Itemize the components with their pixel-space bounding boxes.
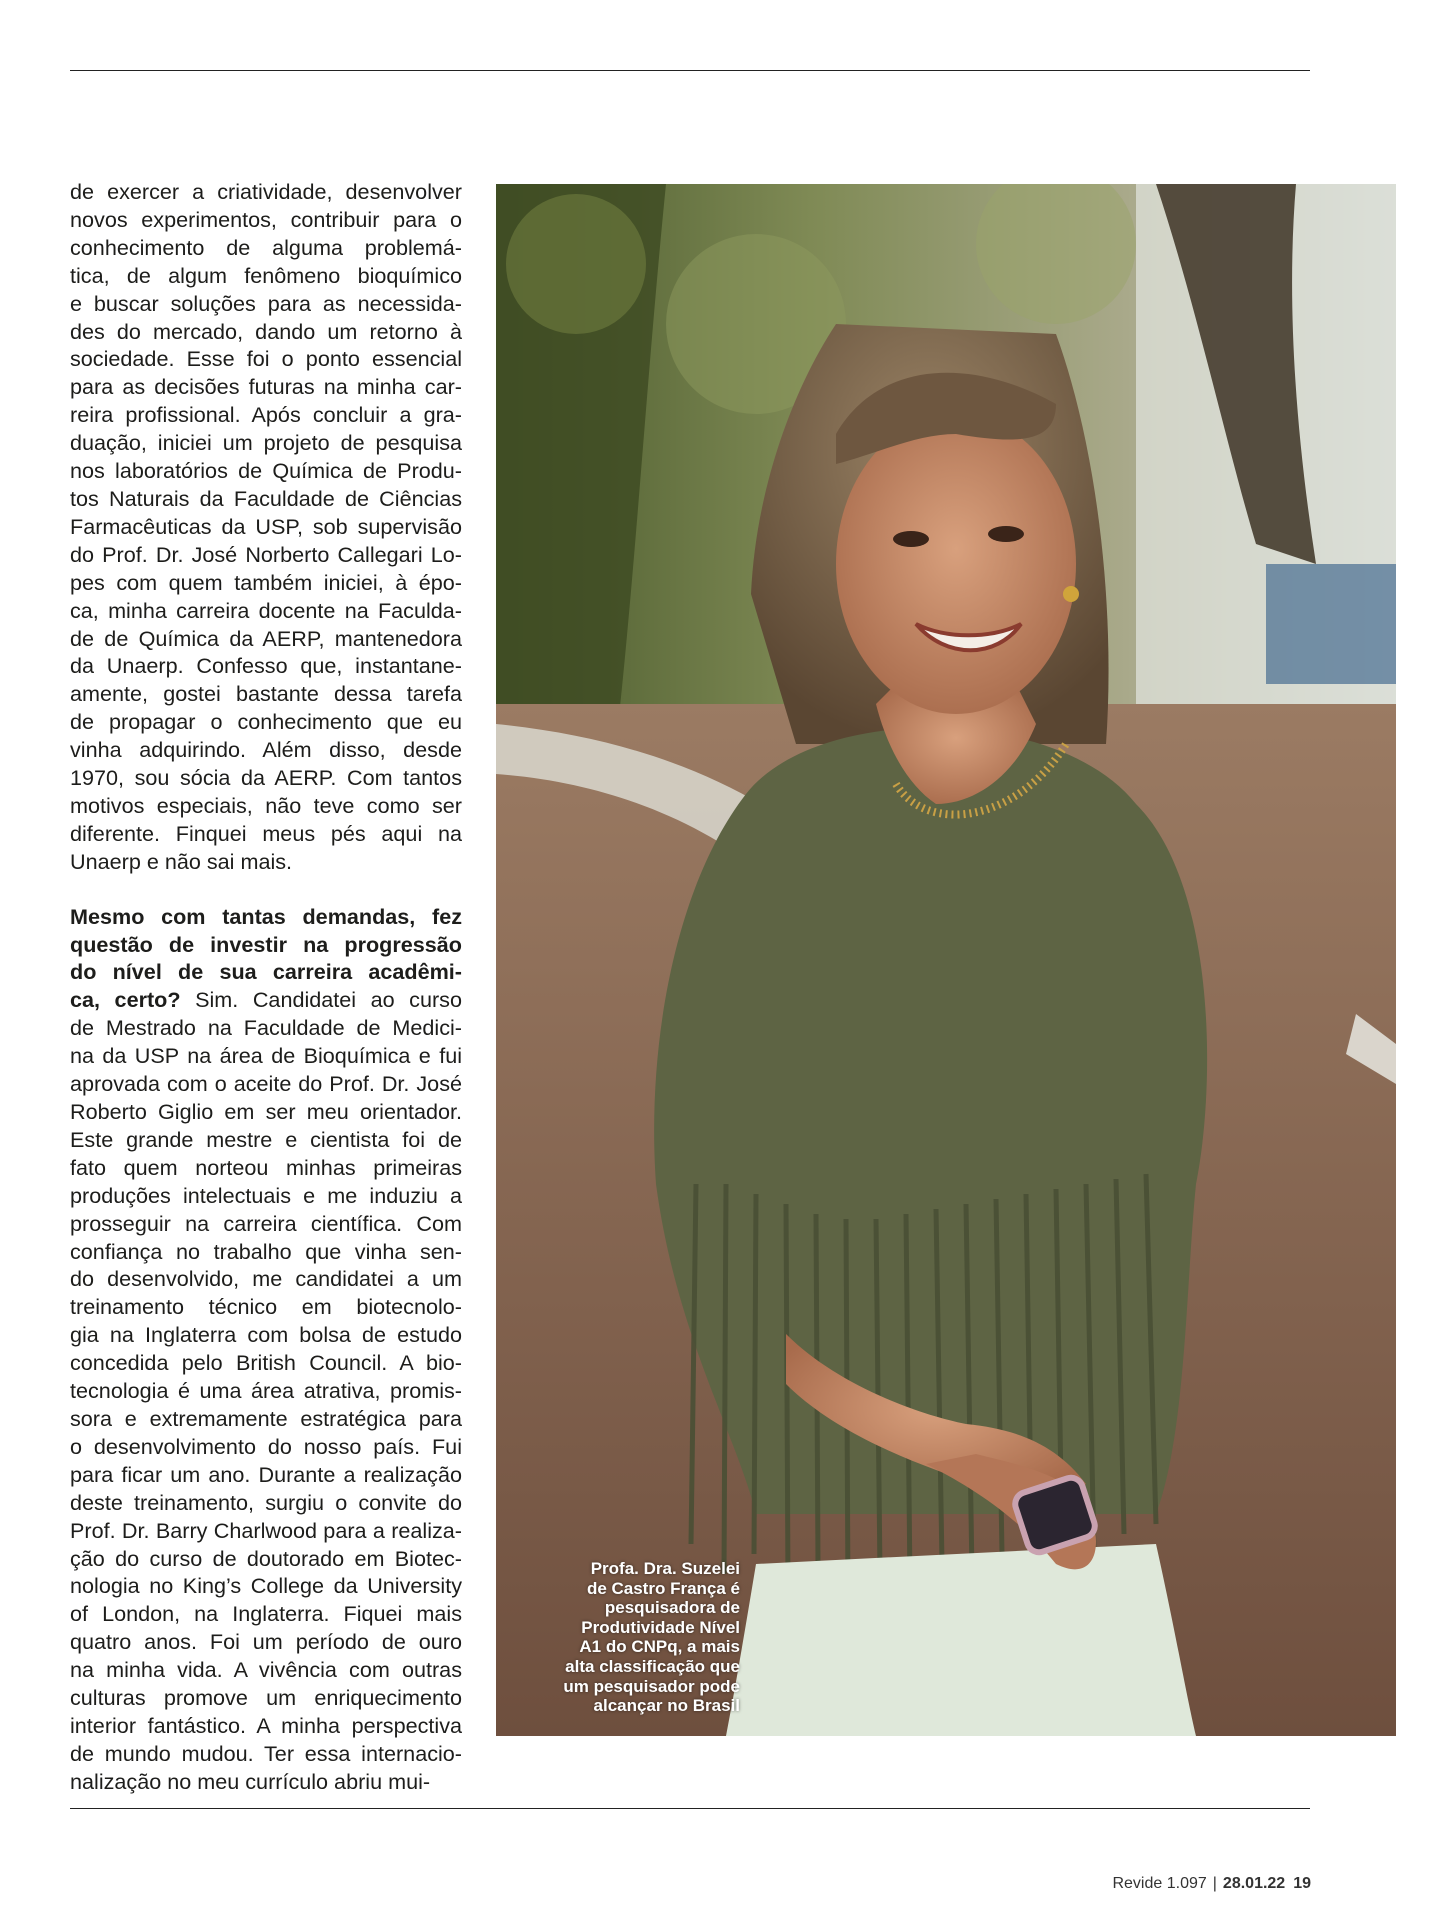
- article-line: confiança no trabalho que vinha sen-: [70, 1238, 462, 1264]
- article-line: of London, na Inglaterra. Fiquei mais: [70, 1601, 462, 1627]
- article-line: da Unaerp. Confesso que, instantane-: [70, 653, 462, 679]
- article-line: novos experimentos, contribuir para o: [70, 206, 462, 232]
- caption-line: pesquisadora de: [604, 1598, 740, 1618]
- article-line: e buscar soluções para as necessida-: [70, 290, 462, 316]
- article-paragraph-1: [70, 178, 462, 876]
- article-line: para ficar um ano. Durante a realização: [70, 1461, 462, 1487]
- photo-caption: [514, 1559, 740, 1716]
- answer-start: Sim. Candidatei ao curso: [180, 987, 462, 1013]
- article-line: motivos especiais, não teve como ser: [70, 792, 462, 818]
- article-line: 1970, sou sócia da AERP. Com tantos: [70, 765, 462, 791]
- portrait-photo: [496, 184, 1396, 1736]
- caption-line: Profa. Dra. Suzelei: [590, 1559, 740, 1578]
- caption-line: alta classificação que: [565, 1656, 740, 1676]
- article-line: pes com quem também iniciei, à épo-: [70, 569, 462, 595]
- article-line: na da USP na área de Bioquímica e fui: [70, 1043, 462, 1069]
- article-paragraph-2: [70, 903, 462, 1796]
- article-line: fato quem norteou minhas primeiras: [70, 1154, 462, 1180]
- article-line: nologia no King’s College da University: [70, 1573, 462, 1599]
- article-line: aprovada com o aceite do Prof. Dr. José: [70, 1071, 462, 1097]
- article-line: treinamento técnico em biotecnolo-: [70, 1294, 462, 1320]
- question-line: questão de investir na progressão: [70, 931, 462, 957]
- article-line: des do mercado, dando um retorno à: [70, 318, 462, 344]
- top-rule: [70, 70, 1310, 71]
- article-line: do Prof. Dr. José Norberto Callegari Lo-: [70, 541, 462, 567]
- page-number: 19: [1293, 1875, 1311, 1892]
- question-line: do nível de sua carreira acadêmi-: [70, 959, 462, 985]
- caption-line: Produtividade Nível: [581, 1617, 740, 1637]
- portrait-illustration: [496, 184, 1396, 1736]
- article-line: Prof. Dr. Barry Charlwood para a realiza-: [70, 1517, 462, 1543]
- article-line: Unaerp e não sai mais.: [70, 848, 293, 874]
- article-line: interior fantástico. A minha perspectiva: [70, 1712, 462, 1738]
- page-footer: [1112, 1875, 1311, 1893]
- article-line: tos Naturais da Faculdade de Ciências: [70, 485, 462, 511]
- article-line: de Mestrado na Faculdade de Medici-: [70, 1015, 462, 1041]
- article-line: sora e extremamente estratégica para: [70, 1405, 462, 1431]
- article-line: deste treinamento, surgiu o convite do: [70, 1489, 462, 1515]
- article-line: culturas promove um enriquecimento: [70, 1685, 462, 1711]
- article-line: para as decisões futuras na minha car-: [70, 374, 462, 400]
- bottom-rule: [70, 1808, 1310, 1809]
- article-line: tica, de algum fenômeno bioquímico: [70, 262, 462, 288]
- article-line: de propagar o conhecimento que eu: [70, 709, 462, 735]
- article-line: do desenvolvido, me candidatei a um: [70, 1266, 462, 1292]
- article-line: prosseguir na carreira científica. Com: [70, 1210, 462, 1236]
- footer-separator: |: [1212, 1875, 1217, 1892]
- article-line: reira profissional. Após concluir a gra-: [70, 402, 462, 428]
- question-line: Mesmo com tantas demandas, fez: [70, 903, 462, 929]
- article-line: duação, iniciei um projeto de pesquisa: [70, 430, 462, 456]
- article-line: Este grande mestre e cientista foi de: [70, 1126, 462, 1152]
- article-line: tecnologia é uma área atrativa, promis-: [70, 1378, 462, 1404]
- article-line: gia na Inglaterra com bolsa de estudo: [70, 1322, 462, 1348]
- article-line: de exercer a criatividade, desenvolver: [70, 179, 462, 204]
- article-line: sociedade. Esse foi o ponto essencial: [70, 346, 462, 372]
- article-line: de de Química da AERP, mantenedora: [70, 625, 462, 651]
- article-line: produções intelectuais e me induziu a: [70, 1182, 462, 1208]
- question-end: ca, certo?: [70, 987, 181, 1013]
- caption-line: A1 do CNPq, a mais: [579, 1637, 740, 1657]
- article-line: nalização no meu currículo abriu mui-: [70, 1768, 431, 1794]
- article-line: conhecimento de alguma problemá-: [70, 234, 462, 260]
- caption-line: de Castro França é: [586, 1578, 740, 1598]
- article-line: amente, gostei bastante dessa tarefa: [70, 681, 462, 707]
- article-line: Roberto Giglio em ser meu orientador.: [70, 1099, 462, 1124]
- article-line: nos laboratórios de Química de Produ-: [70, 458, 462, 484]
- article-line: de mundo mudou. Ter essa internacio-: [70, 1740, 462, 1766]
- article-line: vinha adquirindo. Além disso, desde: [70, 737, 462, 763]
- article-line: Farmacêuticas da USP, sob supervisão: [70, 513, 462, 539]
- magazine-issue: Revide 1.097: [1112, 1875, 1207, 1892]
- caption-line: alcançar no Brasil: [593, 1696, 740, 1716]
- article-line: quatro anos. Foi um período de ouro: [70, 1629, 462, 1655]
- article-line: ca, minha carreira docente na Faculda-: [70, 597, 462, 623]
- article-line: na minha vida. A vivência com outras: [70, 1657, 462, 1683]
- article-line: o desenvolvimento do nosso país. Fui: [70, 1433, 462, 1459]
- article-line: concedida pelo British Council. A bio-: [70, 1350, 462, 1376]
- issue-date: 28.01.22: [1222, 1875, 1286, 1892]
- article-line: diferente. Finquei meus pés aqui na: [70, 820, 462, 846]
- article-column: [70, 178, 462, 1796]
- article-line: ção do curso de doutorado em Biotec-: [70, 1545, 462, 1571]
- caption-line: um pesquisador pode: [563, 1676, 740, 1696]
